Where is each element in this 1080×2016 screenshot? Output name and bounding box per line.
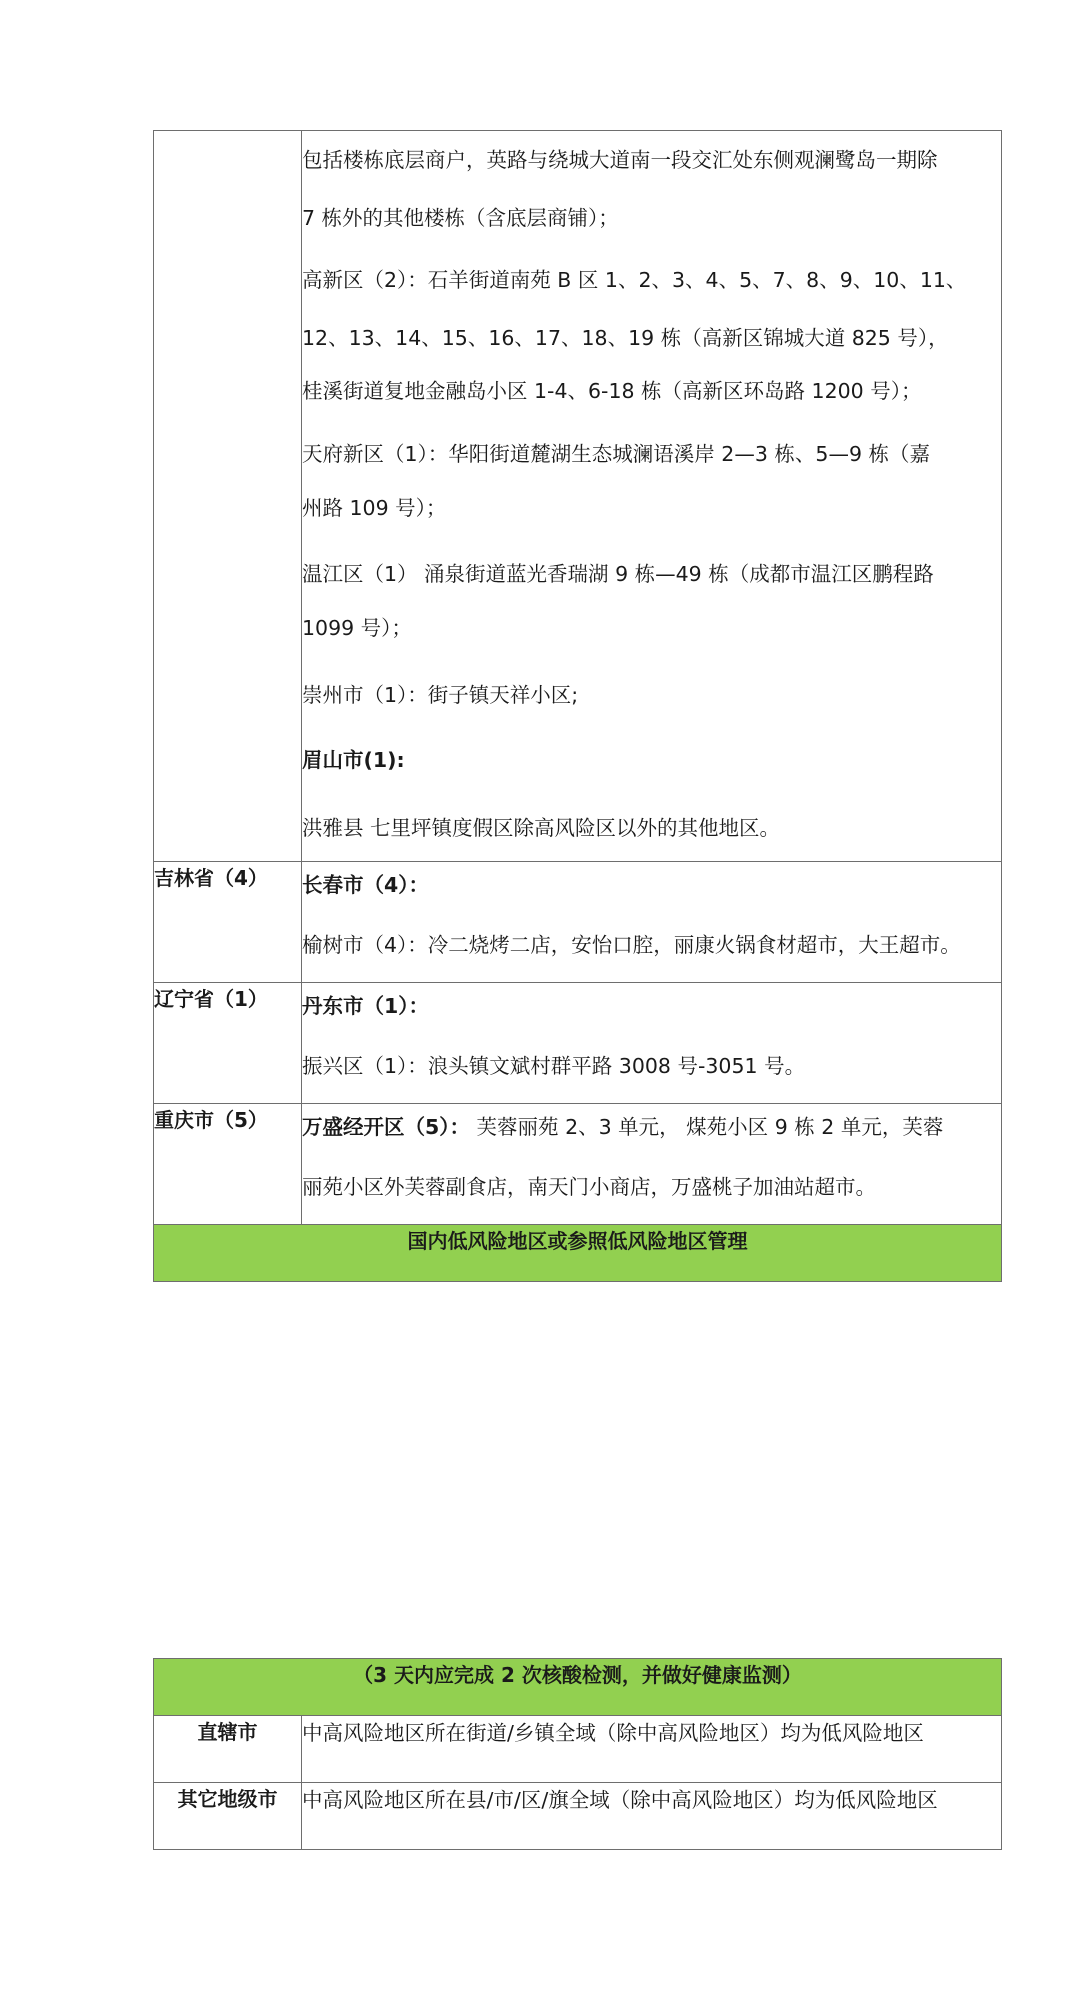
table-row [154, 131, 1002, 862]
table-row [154, 862, 1002, 983]
region-cell: 辽宁省（1） [154, 983, 302, 1104]
text-line: 丽苑小区外芙蓉副食店，南天门小商店，万盛桃子加油站超市。 [302, 1175, 876, 1199]
text-line: 12、13、14、15、16、17、18、19 栋（高新区锦城大道 825 号）， [302, 326, 949, 350]
region-cell: 吉林省（4） [154, 862, 302, 983]
low-risk-banner-row [154, 1225, 1002, 1282]
content-cell [302, 983, 1002, 1104]
text-line: 崇州市（1）：街子镇天祥小区; [302, 683, 579, 707]
text-line: 振兴区（1）：浪头镇文斌村群平路 3008 号-3051 号。 [302, 1054, 806, 1078]
text-fragment: 芙蓉丽苑 2、3 单元， 煤苑小区 9 栋 2 单元，芙蓉 [476, 1115, 944, 1139]
text-line: 包括楼栋底层商户，英路与绕城大道南一段交汇处东侧观澜鹭岛一期除 [302, 148, 938, 172]
text-line [302, 1104, 1001, 1150]
table-row [154, 1104, 1002, 1225]
district-heading: 万盛经开区（5）： [302, 1115, 471, 1139]
nucleic-test-banner: （3 天内应完成 2 次核酸检测，并做好健康监测） [154, 1659, 1002, 1716]
category-cell: 直辖市 [154, 1716, 302, 1783]
region-cell: 重庆市（5） [154, 1104, 302, 1225]
text-line: 天府新区（1）：华阳街道麓湖生态城澜语溪岸 2—3 栋、5—9 栋（嘉 [302, 442, 931, 466]
text-line: 榆树市（4）：冷二烧烤二店，安怡口腔，丽康火锅食材超市，大王超市。 [302, 933, 961, 957]
text-line: 桂溪街道复地金融岛小区 1-4、6-18 栋（高新区环岛路 1200 号）； [302, 379, 922, 403]
region-cell-empty [154, 131, 302, 862]
risk-area-table [153, 130, 1002, 1282]
text-line: 1099 号）； [302, 616, 412, 640]
content-cell [302, 1104, 1002, 1225]
table-row [154, 1716, 1002, 1783]
city-heading: 长春市（4）： [302, 873, 430, 897]
nucleic-test-banner-row [154, 1659, 1002, 1716]
rule-cell: 中高风险地区所在县/市/区/旗全域（除中高风险地区）均为低风险地区 [302, 1783, 1002, 1850]
text-line: 高新区（2）：石羊街道南苑 B 区 1、2、3、4、5、7、8、9、10、11、 [302, 268, 967, 292]
content-cell [302, 862, 1002, 983]
city-heading: 眉山市(1): [302, 748, 405, 772]
rule-cell: 中高风险地区所在街道/乡镇全域（除中高风险地区）均为低风险地区 [302, 1716, 1002, 1783]
text-line: 州路 109 号）； [302, 496, 447, 520]
category-cell: 其它地级市 [154, 1783, 302, 1850]
city-heading: 丹东市（1）： [302, 994, 430, 1018]
text-line: 温江区（1） 涌泉街道蓝光香瑞湖 9 栋—49 栋（成都市温江区鹏程路 [302, 562, 934, 586]
text-line: 洪雅县 七里坪镇度假区除高风险区以外的其他地区。 [302, 816, 781, 840]
text-line: 7 栋外的其他楼栋（含底层商铺）； [302, 206, 619, 230]
low-risk-banner: 国内低风险地区或参照低风险地区管理 [154, 1225, 1002, 1282]
low-risk-rule-table [153, 1658, 1002, 1850]
content-cell-sichuan [302, 131, 1002, 862]
table-row [154, 1783, 1002, 1850]
table-row [154, 983, 1002, 1104]
